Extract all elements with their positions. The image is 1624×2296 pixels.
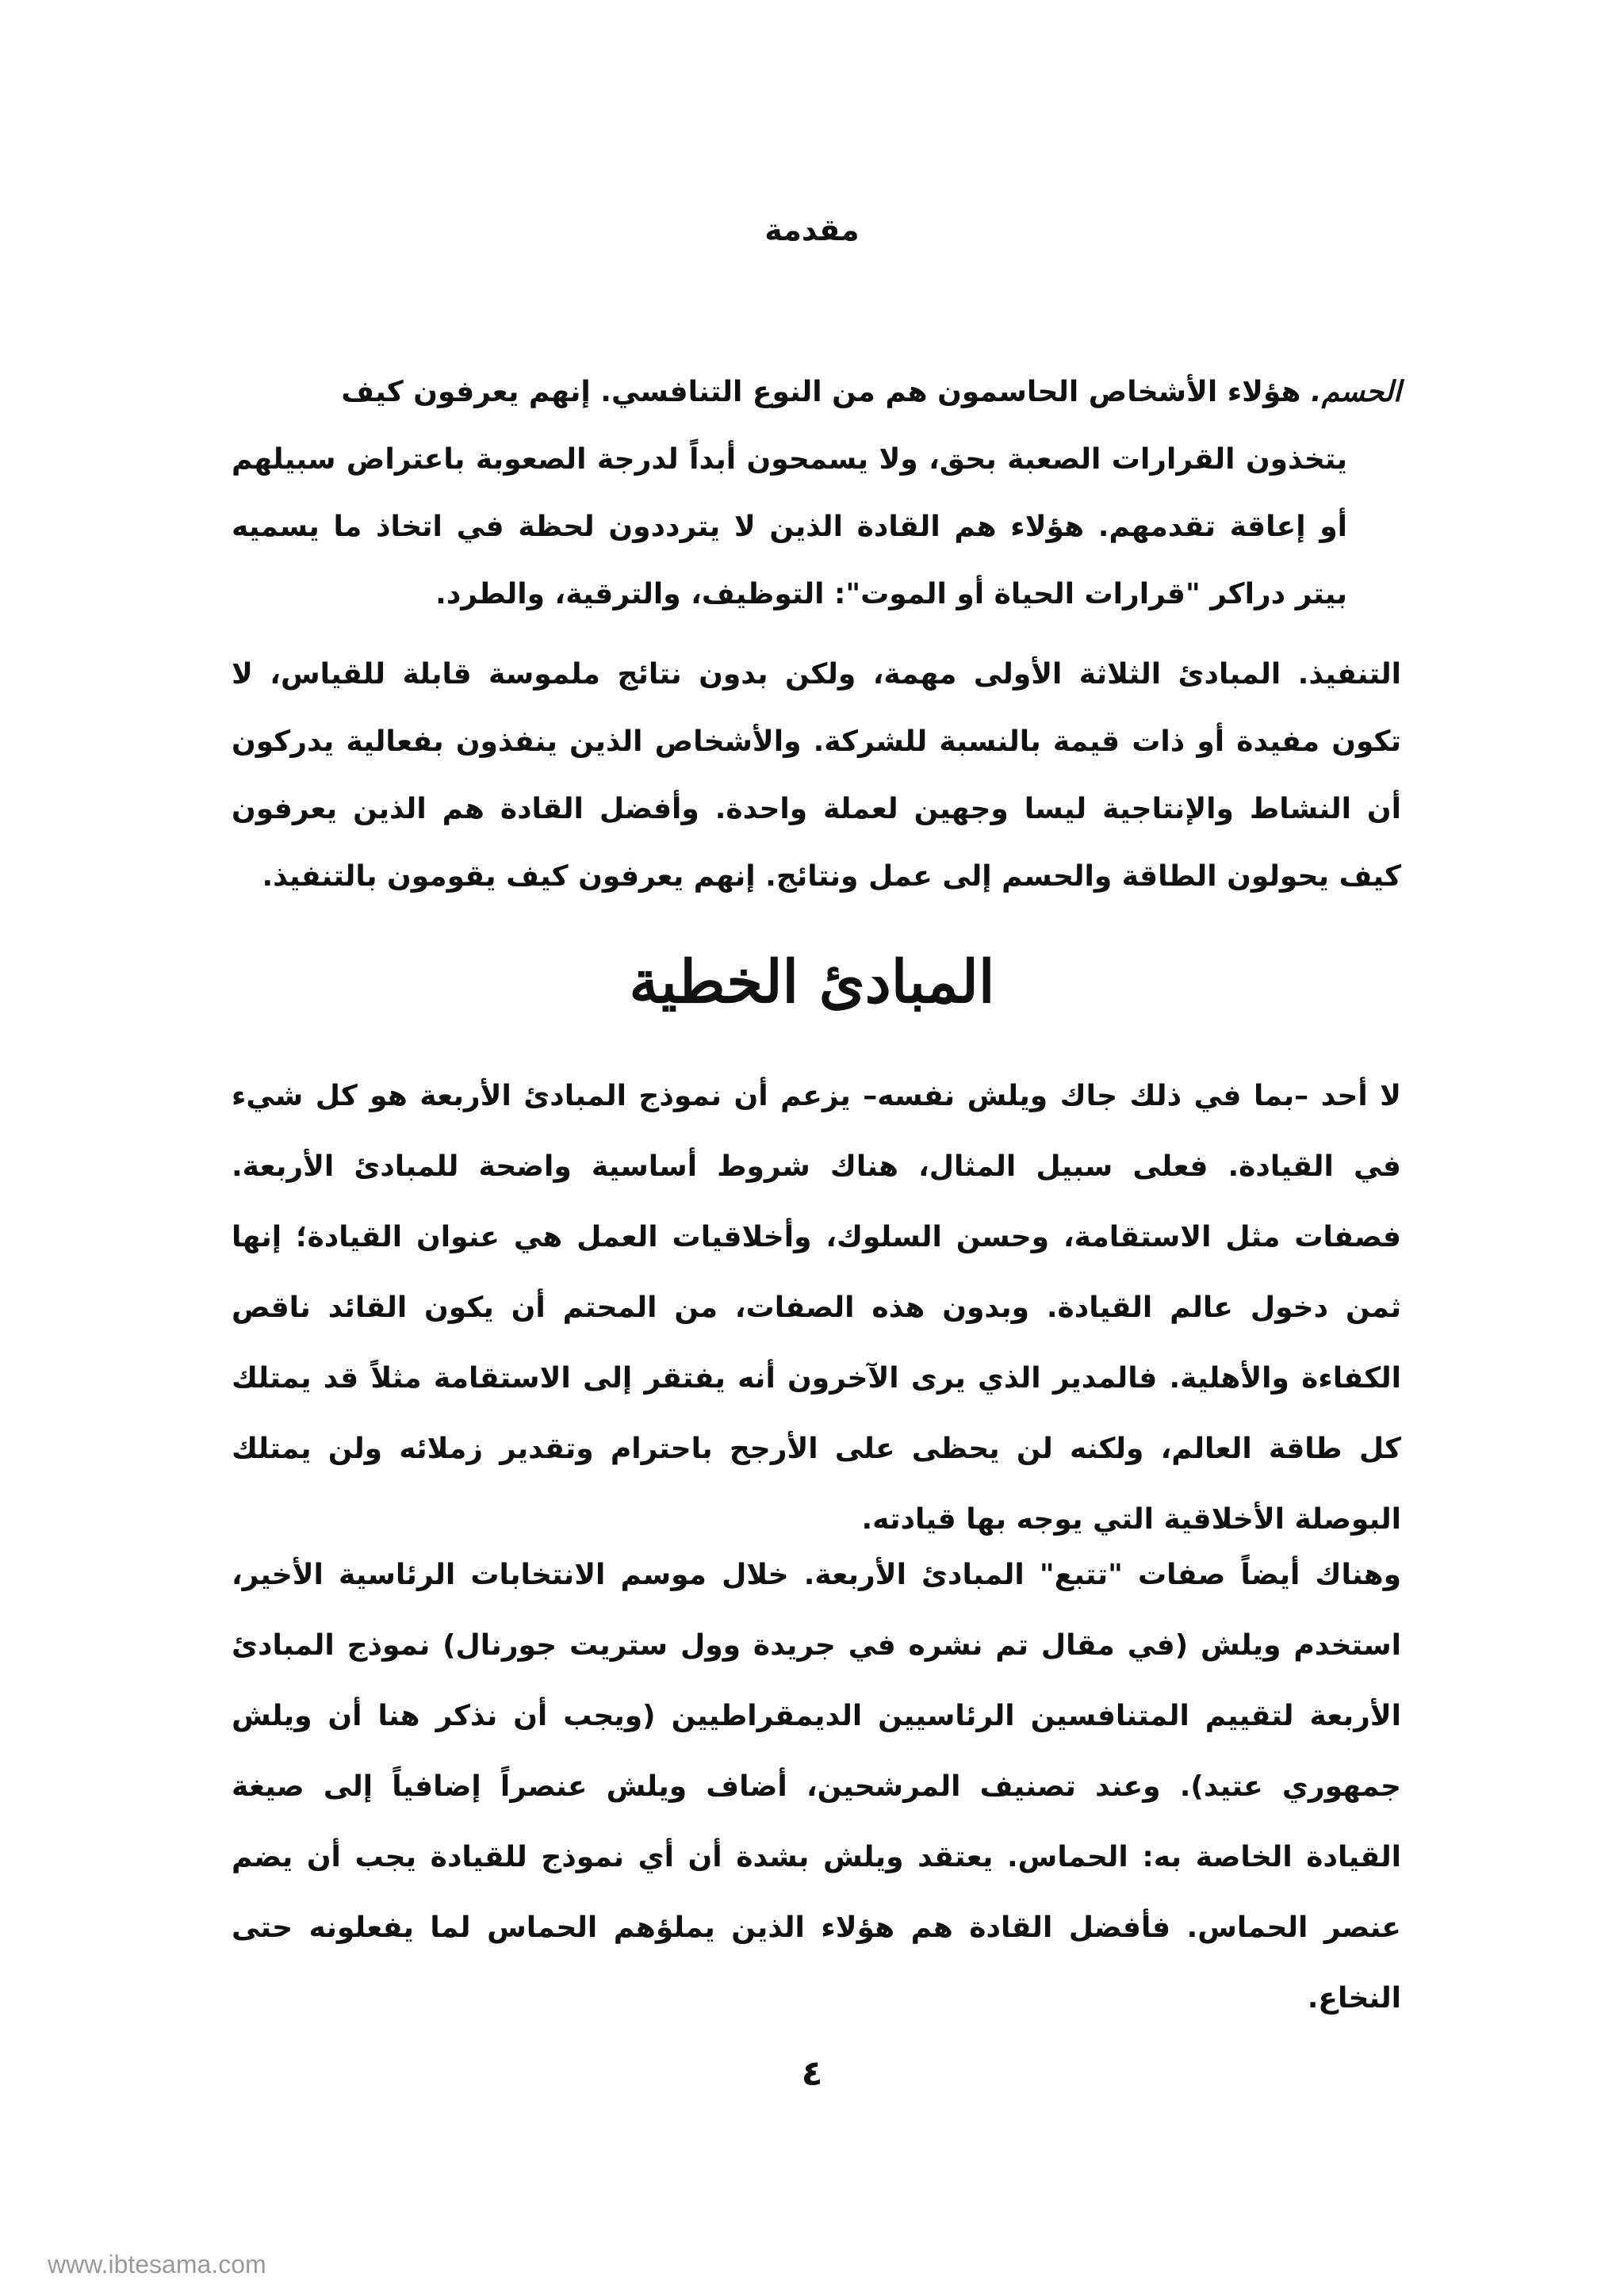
section-heading: المبادئ الخطية xyxy=(629,948,995,1016)
paragraph-execution: التنفيذ. المبادئ الثلاثة الأولى مهمة، ولكن بدون نتائج ملموسة قابلة للقياس، لا تكون مفيدة أو ذات قيمة بالنسبة للشركة. والأشخاص الذين ينفذون بفعالية يدركون أن النشاط والإنتاجية ليسا وجهين لعملة واحدة. وأفضل القادة هم الذين يعرفون كيف يحولون الطاقة والحسم إلى عمل ونتائج. إنهم يعرفون كيف يقومون بالتنفيذ. xyxy=(232,658,1401,893)
running-header: مقدمة xyxy=(764,212,860,247)
paragraph-prerequisites: لا أحد –بما في ذلك جاك ويلش نفسه– يزعم أن نموذج المبادئ الأربعة هو كل شيء في القيادة. فعلى سبيل المثال، هناك شروط أساسية واضحة للمبادئ الأربعة. فصفات مثل الاستقامة، وحسن السلوك، وأخلاقيات العمل هي عنوان القيادة؛ إنها ثمن دخول عالم القيادة. وبدون هذه الصفات، من المحتم أن يكون القائد ناقص الكفاءة والأهلية. فالمدير الذي يرى الآخرون أنه يفتقر إلى الاستقامة مثلاً قد يمتلك كل طاقة العالم، ولكنه لن يحظى على الأرجح باحترام وتقدير زملائه ولن يمتلك البوصلة الأخلاقية التي يوجه بها قيادته. xyxy=(232,1080,1401,1536)
paragraph-passion: وهناك أيضاً صفات "تتبع" المبادئ الأربعة. خلال موسم الانتخابات الرئاسية الأخير، استخدم ويلش (في مقال تم نشره في جريدة وول ستريت جورنال) نموذج المبادئ الأربعة لتقييم المتنافسين الرئاسيين الديمقراطيين (ويجب أن نذكر هنا أن ويلش جمهوري عتيد). وعند تصنيف المرشحين، أضاف ويلش عنصراً إضافياً إلى صيغة القيادة الخاصة به: الحماس. يعتقد ويلش بشدة أن أي نموذج للقيادة يجب أن يضم عنصر الحماس. فأفضل القادة هم هؤلاء الذين يملؤهم الحماس لما يفعلونه حتى النخاع. xyxy=(232,1559,1401,2015)
paragraph-lead-word: الحسم. xyxy=(1311,376,1401,408)
paragraph-continuation: يتخذون القرارات الصعبة بحق، ولا يسمحون أبداً لدرجة الصعوبة باعتراض سبيلهم أو إعاقة تقدمهم. هؤلاء هم القادة الذين لا يترددون لحظة في اتخاذ ما يسميه بيتر دراكر "قرارات الحياة أو الموت": التوظيف، والترقية، والطرد. xyxy=(232,443,1347,610)
page-number: ٤ xyxy=(801,2053,823,2094)
paragraph-first-line: هؤلاء الأشخاص الحاسمون هم من النوع التنافسي. إنهم يعرفون كيف xyxy=(341,376,1312,408)
watermark-url: www.ibtesama.com xyxy=(48,2250,266,2279)
paragraph-decisiveness xyxy=(232,358,1401,628)
